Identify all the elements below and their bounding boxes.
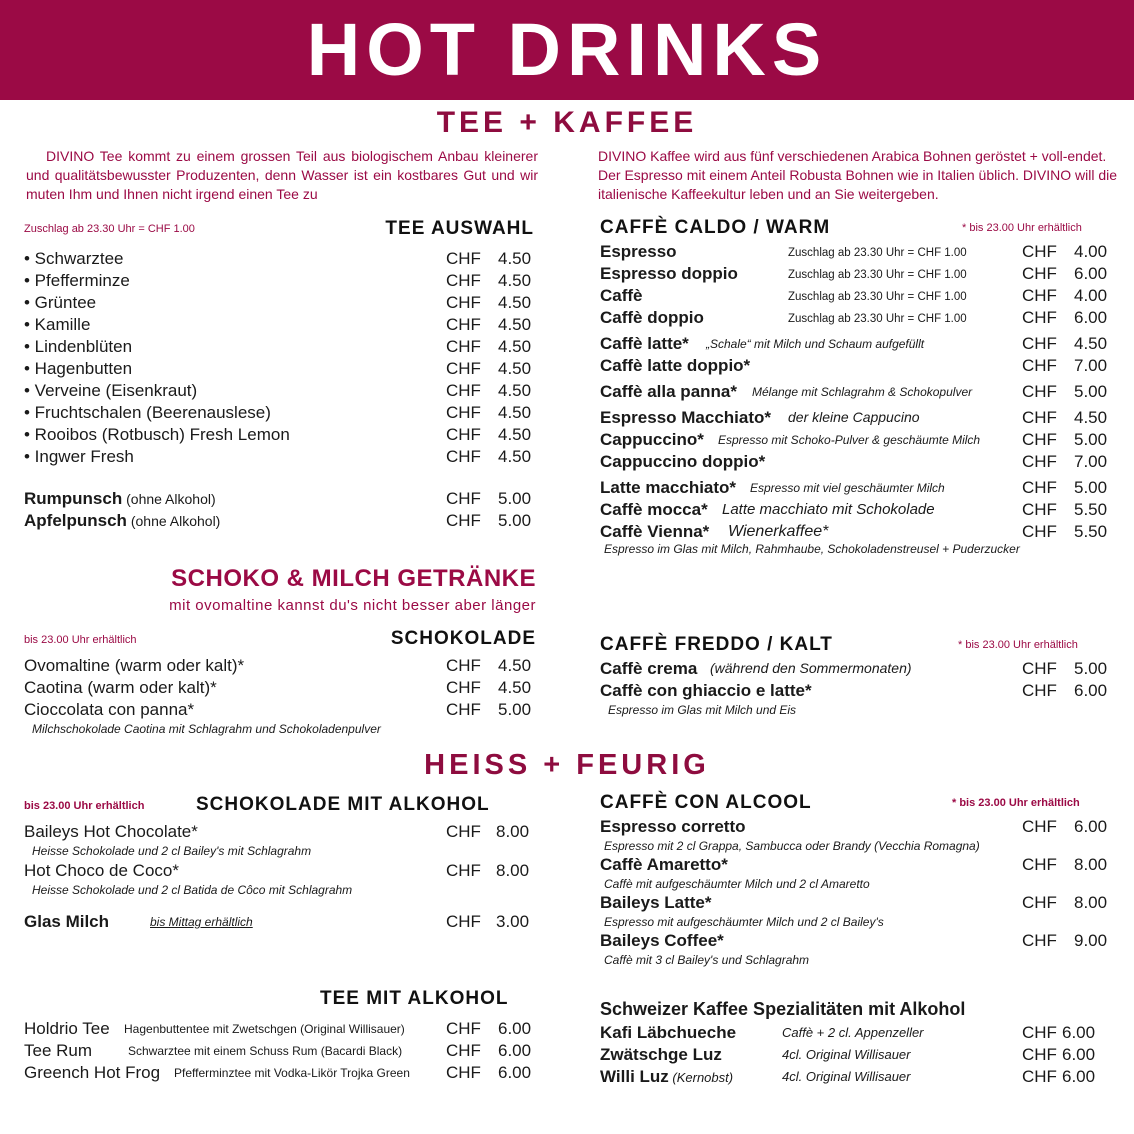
- menu-item: [24, 292, 536, 314]
- item-price: 8.00: [1074, 855, 1108, 874]
- menu-item: [600, 451, 1112, 473]
- item-currency: CHF: [446, 489, 481, 508]
- menu-item: [24, 655, 536, 677]
- schokolade-section: [24, 628, 536, 738]
- menu-item: [24, 1062, 536, 1084]
- item-name: Ovomaltine (warm oder kalt)*: [24, 656, 245, 675]
- menu-item: [600, 263, 1112, 285]
- item-price: 8.00: [496, 822, 530, 841]
- item-description: Espresso mit aufgeschäumter Milch und 2 cl Bailey's: [604, 915, 884, 929]
- menu-item: [600, 521, 1112, 543]
- item-currency: CHF: [446, 293, 481, 312]
- item-description: Zuschlag ab 23.30 Uhr = CHF 1.00: [788, 313, 967, 325]
- item-note: (ohne Alkohol): [126, 513, 221, 529]
- item-name: • Pfefferminze: [24, 271, 130, 290]
- item-price: 5.00: [498, 489, 532, 508]
- item-name-group: [24, 510, 220, 532]
- item-currency: CHF: [446, 249, 481, 268]
- item-price: 5.00: [498, 511, 532, 530]
- item-name: Espresso: [600, 242, 677, 261]
- item-currency: CHF: [1022, 1023, 1057, 1042]
- item-currency: CHF: [1022, 931, 1057, 950]
- item-description: Zuschlag ab 23.30 Uhr = CHF 1.00: [788, 247, 967, 259]
- caffe-alcool-title: CAFFÈ CON ALCOOL: [600, 792, 812, 813]
- item-currency: CHF: [446, 822, 481, 841]
- item-name: Caffè: [600, 286, 643, 305]
- item-description: Espresso mit Schoko-Pulver & geschäumte Milch: [718, 433, 981, 447]
- caffe-alcool-section: [600, 792, 1112, 968]
- item-price: 6.00: [498, 1063, 532, 1082]
- menu-item: [600, 1066, 1112, 1088]
- menu-item: [24, 358, 536, 380]
- item-currency: CHF: [1022, 893, 1057, 912]
- caffe-alcool-note: * bis 23.00 Uhr erhältlich: [952, 797, 1080, 809]
- item-name: Caffè doppio: [600, 308, 704, 327]
- tee-auswahl-title: TEE AUSWAHL: [385, 218, 534, 239]
- item-description: bis Mittag erhältlich: [150, 915, 253, 929]
- caffe-freddo-section: [600, 634, 1112, 719]
- item-currency: CHF: [1022, 356, 1057, 375]
- menu-item: [24, 677, 536, 699]
- item-price: 5.00: [1074, 382, 1108, 401]
- caffe-caldo-title: CAFFÈ CALDO / WARM: [600, 217, 831, 238]
- item-description: Heisse Schokolade und 2 cl Bailey's mit Schlagrahm: [32, 844, 312, 858]
- item-currency: CHF: [446, 447, 481, 466]
- caffe-vienna-description: Espresso im Glas mit Milch, Rahmhaube, Schokoladenstreusel + Puderzucker: [604, 542, 1020, 556]
- item-currency: CHF: [446, 861, 481, 880]
- menu-item: [600, 680, 1112, 702]
- item-currency: CHF: [1022, 382, 1057, 401]
- item-price: 3.00: [496, 912, 530, 931]
- menu-item: [24, 1040, 536, 1062]
- item-price: 8.00: [1074, 893, 1108, 912]
- item-name: • Fruchtschalen (Beerenauslese): [24, 403, 271, 422]
- item-name: Caffè latte doppio*: [600, 356, 751, 375]
- item-description: Zuschlag ab 23.30 Uhr = CHF 1.00: [788, 269, 967, 281]
- item-price: 4.50: [498, 425, 532, 444]
- menu-item: [600, 1022, 1112, 1044]
- item-name: Greench Hot Frog: [24, 1063, 161, 1082]
- schoko-alkohol-note: bis 23.00 Uhr erhältlich: [24, 800, 145, 812]
- menu-item: [24, 510, 536, 532]
- item-price: 4.50: [1074, 408, 1108, 427]
- menu-item: [600, 930, 1112, 952]
- item-description: Zuschlag ab 23.30 Uhr = CHF 1.00: [788, 291, 967, 303]
- item-name: Glas Milch: [24, 912, 110, 931]
- item-name: Espresso doppio: [600, 264, 738, 283]
- menu-item: [600, 381, 1112, 403]
- item-price: 6.00: [498, 1041, 532, 1060]
- menu-item: [600, 477, 1112, 499]
- page-title: HOT DRINKS: [306, 8, 828, 91]
- item-name: Caffè Vienna*: [600, 522, 710, 541]
- menu-item-glas-milch: [24, 911, 536, 933]
- menu-item: [24, 446, 536, 468]
- item-name: • Hagenbutten: [24, 359, 133, 378]
- item-price: 6.00: [1062, 1067, 1096, 1086]
- item-name: Rumpunsch: [24, 489, 123, 508]
- item-name: Tee Rum: [24, 1041, 93, 1060]
- item-name: Caffè mocca*: [600, 500, 708, 519]
- item-currency: CHF: [446, 271, 481, 290]
- item-currency: CHF: [1022, 500, 1057, 519]
- item-name: Apfelpunsch: [24, 511, 127, 530]
- item-currency: CHF: [1022, 1045, 1057, 1064]
- menu-item: [24, 380, 536, 402]
- item-price: 6.00: [1074, 264, 1108, 283]
- schokolade-note: bis 23.00 Uhr erhältlich: [24, 634, 137, 646]
- item-name: Caffè con ghiaccio e latte*: [600, 681, 812, 700]
- item-name: Willi Luz: [600, 1067, 669, 1086]
- item-currency: CHF: [446, 1063, 481, 1082]
- item-price: 4.00: [1074, 242, 1108, 261]
- item-name: Baileys Coffee*: [600, 931, 724, 950]
- menu-item: [24, 270, 536, 292]
- item-description: Caffè mit aufgeschäumter Milch und 2 cl Amaretto: [604, 877, 870, 891]
- item-currency: CHF: [446, 359, 481, 378]
- item-price: 9.00: [1074, 931, 1108, 950]
- item-price: 4.50: [498, 249, 532, 268]
- item-name: • Lindenblüten: [24, 337, 133, 356]
- item-name: Cioccolata con panna*: [24, 700, 195, 719]
- item-currency: CHF: [1022, 264, 1057, 283]
- tee-alkohol-section: [24, 988, 536, 1084]
- menu-item: [24, 424, 536, 446]
- item-price: 5.00: [498, 700, 532, 719]
- item-currency: CHF: [1022, 817, 1057, 836]
- item-price: 8.00: [496, 861, 530, 880]
- item-name: • Schwarztee: [24, 249, 124, 268]
- item-currency: CHF: [446, 337, 481, 356]
- menu-item: [600, 307, 1112, 329]
- schokolade-title: SCHOKOLADE: [390, 628, 536, 649]
- menu-item: [600, 499, 1112, 521]
- menu-item: [600, 333, 1112, 355]
- item-currency: CHF: [446, 678, 481, 697]
- item-currency: CHF: [1022, 408, 1057, 427]
- menu-item: [600, 658, 1112, 680]
- item-description: Schwarztee mit einem Schuss Rum (Bacardi Black): [128, 1044, 403, 1058]
- item-price: 6.00: [1062, 1045, 1096, 1064]
- item-price: 4.50: [498, 271, 532, 290]
- item-name: Caffè crema: [600, 659, 698, 678]
- item-price: 4.00: [1074, 286, 1108, 305]
- item-name: Caffè alla panna*: [600, 382, 737, 401]
- item-currency: CHF: [446, 511, 481, 530]
- item-currency: CHF: [446, 315, 481, 334]
- menu-item: [24, 699, 536, 721]
- item-currency: CHF: [446, 425, 481, 444]
- menu-item: [600, 407, 1112, 429]
- menu-item: [600, 355, 1112, 377]
- item-name: • Kamille: [24, 315, 91, 334]
- item-currency: CHF: [1022, 308, 1057, 327]
- item-currency: CHF: [1022, 430, 1057, 449]
- item-name: Zwätschge Luz: [600, 1045, 722, 1064]
- menu-item: [600, 816, 1112, 838]
- item-name: Espresso Macchiato*: [600, 408, 772, 427]
- cioccolata-description: Milchschokolade Caotina mit Schlagrahm und Schokoladenpulver: [32, 722, 381, 736]
- item-description: Pfefferminztee mit Vodka-Likör Trojka Green: [174, 1066, 410, 1080]
- item-description: Espresso mit viel geschäumter Milch: [750, 481, 945, 495]
- surcharge-note: Zuschlag ab 23.30 Uhr = CHF 1.00: [24, 223, 195, 235]
- intro-tee: DIVINO Tee kommt zu einem grossen Teil aus biologischem Anbau kleinerer und qualitätsbewusster Produzenten, denn Wasser ist ein kostbares Gut und wir muten Ihm und Ihnen nicht irgend einen Tee zu: [26, 148, 538, 202]
- item-currency: CHF: [1022, 855, 1057, 874]
- item-name: Baileys Latte*: [600, 893, 712, 912]
- item-price: 4.50: [498, 293, 532, 312]
- menu-item: [600, 892, 1112, 914]
- menu-item: [600, 854, 1112, 876]
- item-description: Caffè + 2 cl. Appenzeller: [782, 1025, 924, 1040]
- item-currency: CHF: [446, 1041, 481, 1060]
- item-currency: CHF: [446, 381, 481, 400]
- menu-item: [24, 488, 536, 510]
- item-price: 6.00: [1062, 1023, 1096, 1042]
- schoko-milch-title: SCHOKO & MILCH GETRÄNKE: [171, 565, 536, 592]
- menu-item: [24, 248, 536, 270]
- item-price: 7.00: [1074, 356, 1108, 375]
- item-price: 4.50: [498, 315, 532, 334]
- item-description: (während den Sommermonaten): [710, 660, 912, 676]
- item-description: „Schale“ mit Milch und Schaum aufgefüllt: [706, 337, 925, 351]
- item-name-group: [600, 1066, 733, 1089]
- item-description: der kleine Cappucino: [788, 409, 920, 425]
- menu-item: [24, 314, 536, 336]
- item-name-group: [24, 488, 216, 510]
- caffe-freddo-note: * bis 23.00 Uhr erhältlich: [958, 639, 1078, 651]
- item-price: 6.00: [1074, 817, 1108, 836]
- item-price: 7.00: [1074, 452, 1108, 471]
- item-price: 4.50: [498, 359, 532, 378]
- item-price: 5.50: [1074, 522, 1108, 541]
- item-description: 4cl. Original Willisauer: [782, 1047, 911, 1062]
- item-currency: CHF: [1022, 681, 1057, 700]
- item-currency: CHF: [1022, 1067, 1057, 1086]
- intro-kaffee: DIVINO Kaffee wird aus fünf verschiedenen Arabica Bohnen geröstet + voll-endet. Der Espresso mit einem Anteil Robusta Bohnen wie in Italien üblich. DIVINO will die italienische Kaffeekultur leben und an Sie weitergeben.: [598, 148, 1118, 202]
- item-price: 6.00: [1074, 681, 1108, 700]
- item-name: Caffè latte*: [600, 334, 689, 353]
- item-price: 6.00: [498, 1019, 532, 1038]
- item-currency: CHF: [446, 656, 481, 675]
- item-price: 4.50: [498, 337, 532, 356]
- schoko-alkohol-section: [24, 794, 536, 933]
- menu-item: [600, 1044, 1112, 1066]
- item-currency: CHF: [446, 403, 481, 422]
- item-description: Latte macchiato mit Schokolade: [722, 501, 935, 518]
- item-currency: CHF: [1022, 242, 1057, 261]
- item-currency: CHF: [1022, 452, 1057, 471]
- item-name: Cappuccino*: [600, 430, 704, 449]
- item-currency: CHF: [1022, 522, 1057, 541]
- item-currency: CHF: [1022, 334, 1057, 353]
- tee-auswahl-section: [24, 218, 536, 532]
- schweizer-section: [600, 998, 1112, 1088]
- item-note: (ohne Alkohol): [122, 491, 216, 507]
- item-description: 4cl. Original Willisauer: [782, 1069, 911, 1084]
- item-name: Caotina (warm oder kalt)*: [24, 678, 217, 697]
- caffe-caldo-section: [600, 217, 1112, 558]
- menu-item: [24, 860, 536, 882]
- item-name: • Verveine (Eisenkraut): [24, 381, 198, 400]
- menu-item: [600, 241, 1112, 263]
- item-price: 4.50: [498, 381, 532, 400]
- item-currency: CHF: [446, 912, 481, 931]
- item-name: • Grüntee: [24, 293, 97, 312]
- section-title-heiss-feurig: HEISS + FEURIG: [424, 749, 710, 781]
- item-currency: CHF: [1022, 286, 1057, 305]
- item-name: Caffè Amaretto*: [600, 855, 728, 874]
- item-price: 5.50: [1074, 500, 1108, 519]
- header-banner: [0, 0, 1134, 100]
- item-name: Holdrio Tee: [24, 1019, 110, 1038]
- item-price: 5.00: [1074, 659, 1108, 678]
- item-note: (Kernobst): [668, 1070, 734, 1085]
- item-description: Hagenbuttentee mit Zwetschgen (Original Willisauer): [124, 1022, 405, 1036]
- item-currency: CHF: [446, 700, 481, 719]
- menu-item: [24, 821, 536, 843]
- item-name: Hot Choco de Coco*: [24, 861, 179, 880]
- menu-item: [24, 336, 536, 358]
- schoko-alkohol-title: SCHOKOLADE MIT ALKOHOL: [196, 794, 490, 815]
- item-price: 4.50: [498, 447, 532, 466]
- item-description: Caffè mit 3 cl Bailey's und Schlagrahm: [604, 953, 810, 967]
- item-currency: CHF: [446, 1019, 481, 1038]
- item-name: Baileys Hot Chocolate*: [24, 822, 198, 841]
- item-price: 5.00: [1074, 478, 1108, 497]
- caffe-freddo-title: CAFFÈ FREDDO / KALT: [600, 634, 833, 655]
- item-price: 5.00: [1074, 430, 1108, 449]
- item-description: Espresso mit 2 cl Grappa, Sambucca oder Brandy (Vecchia Romagna): [604, 839, 980, 853]
- section-title-tee-kaffee: TEE + KAFFEE: [436, 106, 698, 139]
- item-price: 6.00: [1074, 308, 1108, 327]
- item-name: Latte macchiato*: [600, 478, 737, 497]
- schoko-milch-subtitle: mit ovomaltine kannst du's nicht besser aber länger: [169, 597, 536, 614]
- item-name: Cappuccino doppio*: [600, 452, 766, 471]
- item-description: Mélange mit Schlagrahm & Schokopulver: [752, 385, 973, 399]
- item-name: • Rooibos (Rotbusch) Fresh Lemon: [24, 425, 290, 444]
- caffe-ghiaccio-description: Espresso im Glas mit Milch und Eis: [608, 703, 797, 717]
- menu-item: [24, 1018, 536, 1040]
- item-name: Kafi Läbchueche: [600, 1023, 737, 1042]
- menu-item: [600, 285, 1112, 307]
- item-price: 4.50: [498, 656, 532, 675]
- menu-item: [24, 402, 536, 424]
- item-description: Wienerkaffee*: [728, 523, 829, 540]
- caffe-caldo-note: * bis 23.00 Uhr erhältlich: [962, 222, 1082, 234]
- item-currency: CHF: [1022, 659, 1057, 678]
- item-name: Espresso corretto: [600, 817, 746, 836]
- item-price: 4.50: [1074, 334, 1108, 353]
- item-name: • Ingwer Fresh: [24, 447, 134, 466]
- schweizer-title: Schweizer Kaffee Spezialitäten mit Alkohol: [600, 999, 966, 1019]
- tee-alkohol-title: TEE MIT ALKOHOL: [320, 988, 509, 1009]
- item-description: Heisse Schokolade und 2 cl Batida de Côco mit Schlagrahm: [32, 883, 353, 897]
- menu-item: [600, 429, 1112, 451]
- item-price: 4.50: [498, 403, 532, 422]
- item-price: 4.50: [498, 678, 532, 697]
- item-currency: CHF: [1022, 478, 1057, 497]
